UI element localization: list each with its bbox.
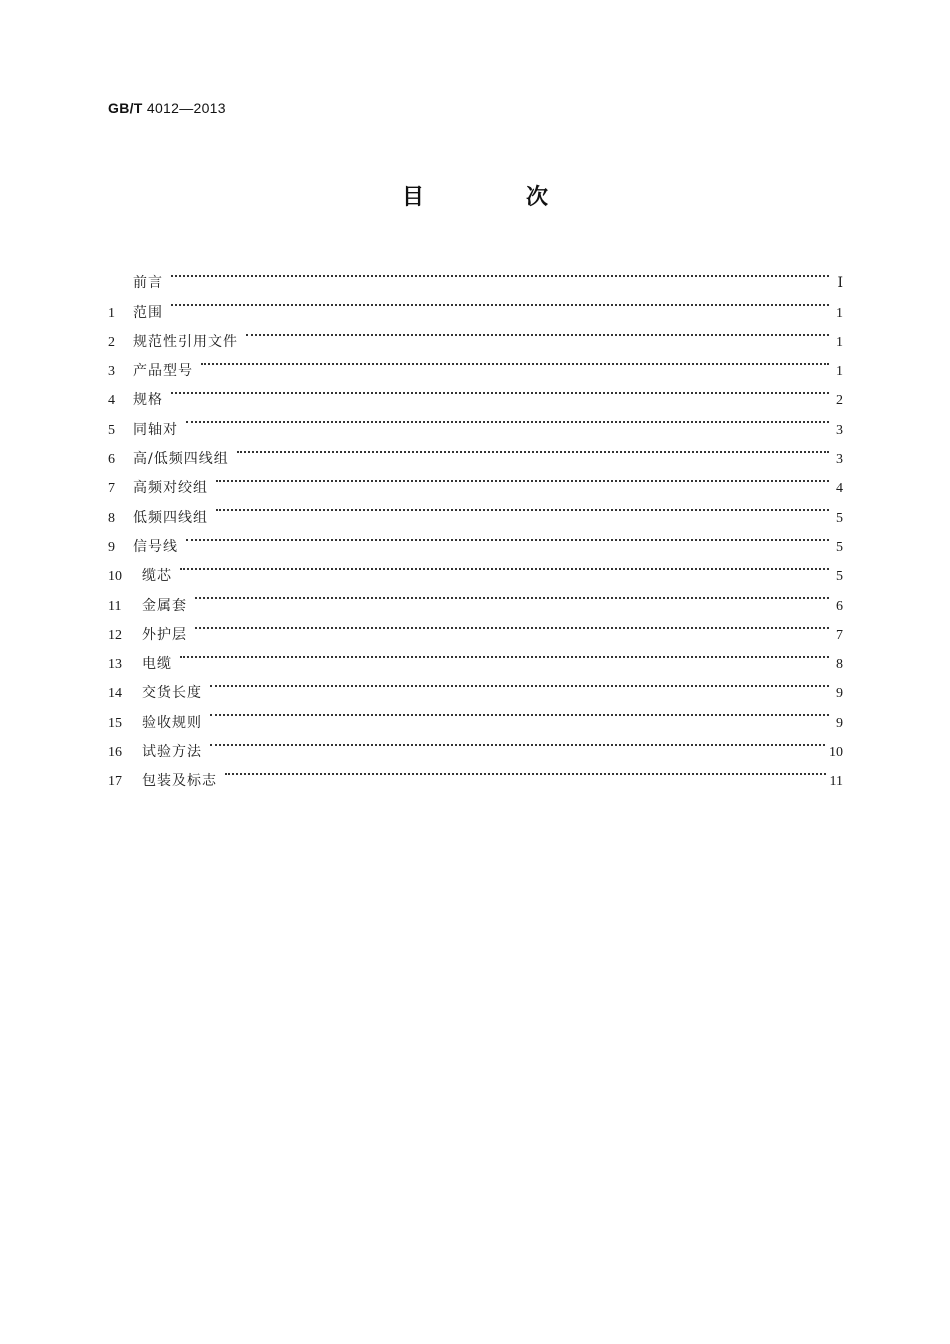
toc-entry[interactable]	[108, 346, 843, 380]
toc-leader-dots	[176, 551, 833, 580]
toc-entry-number: 15	[108, 715, 122, 731]
toc-entry-page: 3	[836, 452, 843, 468]
toc-entry-page: 11	[829, 774, 843, 790]
toc-entry-label: 规格	[133, 392, 163, 409]
toc-leader-dots	[167, 258, 833, 287]
toc-entry-page: 2	[836, 393, 843, 409]
toc-entry[interactable]	[108, 463, 843, 497]
toc-entry-label: 外护层	[142, 626, 187, 643]
toc-entry[interactable]	[108, 727, 843, 761]
toc-leader-dots	[176, 639, 833, 668]
toc-entry-number: 13	[108, 657, 122, 673]
page-title: 目 次	[401, 185, 588, 210]
toc-entry-label: 金属套	[142, 597, 187, 614]
toc-entry-number: 10	[108, 569, 122, 585]
toc-entry[interactable]	[108, 639, 843, 673]
toc-entry-page: 9	[836, 686, 843, 702]
toc-entry-page: 1	[836, 334, 843, 350]
toc-entry[interactable]	[108, 551, 843, 585]
toc-entry[interactable]	[108, 756, 843, 790]
toc-leader-dots	[206, 697, 833, 726]
toc-entry-number: 11	[108, 598, 122, 614]
toc-entry-page: 5	[836, 569, 843, 585]
toc-entry-number: 2	[108, 334, 115, 350]
toc-entry-number: 5	[108, 422, 115, 438]
toc-entry-number: 8	[108, 510, 115, 526]
toc-entry-page: 5	[836, 539, 843, 555]
toc-entry-label: 低频四线组	[133, 509, 208, 526]
toc-entry-label: 高/低频四线组	[133, 451, 229, 468]
toc-leader-dots	[206, 727, 829, 756]
toc-entry-label: 交货长度	[142, 685, 202, 702]
toc-entry[interactable]	[108, 580, 843, 614]
toc-entry-label: 验收规则	[142, 714, 202, 731]
toc-entry[interactable]	[108, 258, 843, 292]
toc-entry[interactable]	[108, 492, 843, 526]
toc-entry[interactable]	[108, 287, 843, 321]
toc-entry[interactable]	[108, 375, 843, 409]
toc-entry-page: 7	[836, 627, 843, 643]
toc-leader-dots	[233, 434, 833, 463]
table-of-contents	[108, 258, 843, 790]
toc-leader-dots	[182, 404, 833, 433]
toc-entry[interactable]	[108, 668, 843, 702]
toc-leader-dots	[221, 756, 830, 785]
toc-entry-label: 前言	[133, 275, 163, 292]
toc-leader-dots	[167, 375, 833, 404]
toc-leader-dots	[167, 287, 833, 316]
standard-number: 4012—2013	[146, 100, 226, 116]
toc-entry-page: 10	[829, 745, 843, 761]
toc-entry-label: 范围	[133, 304, 163, 321]
toc-entry-label: 规范性引用文件	[133, 333, 238, 350]
toc-leader-dots	[242, 317, 833, 346]
toc-leader-dots	[206, 668, 833, 697]
toc-entry-number: 1	[108, 305, 115, 321]
toc-entry-page: 4	[836, 481, 843, 497]
toc-entry[interactable]	[108, 697, 843, 731]
toc-leader-dots	[197, 346, 833, 375]
standard-code	[108, 100, 226, 116]
toc-entry-number: 14	[108, 686, 122, 702]
toc-entry[interactable]	[108, 522, 843, 555]
toc-entry-number: 12	[108, 627, 122, 643]
toc-entry-number: 3	[108, 364, 115, 380]
toc-entry-page: 8	[836, 657, 843, 673]
toc-entry[interactable]	[108, 610, 843, 643]
toc-entry-page: 9	[836, 715, 843, 731]
toc-entry-label: 缆芯	[142, 568, 172, 585]
standard-prefix: GB/T	[108, 100, 143, 116]
toc-leader-dots	[191, 610, 833, 639]
toc-entry[interactable]	[108, 317, 843, 350]
toc-entry-page: 1	[836, 305, 843, 321]
toc-entry-label: 信号线	[133, 538, 178, 555]
toc-entry-number: 6	[108, 452, 115, 468]
toc-entry[interactable]	[108, 404, 843, 438]
toc-entry-number: 16	[108, 745, 122, 761]
toc-entry-label: 高频对绞组	[133, 480, 208, 497]
toc-entry-label: 试验方法	[142, 744, 202, 761]
toc-entry[interactable]	[108, 434, 843, 468]
toc-entry-number: 17	[108, 774, 122, 790]
toc-entry-page: 6	[836, 598, 843, 614]
toc-leader-dots	[212, 463, 833, 492]
toc-entry-page: 5	[836, 510, 843, 526]
toc-entry-label: 产品型号	[133, 363, 193, 380]
toc-entry-page: 1	[836, 364, 843, 380]
toc-entry-number: 4	[108, 393, 115, 409]
toc-leader-dots	[212, 492, 833, 521]
toc-entry-number: 7	[108, 481, 115, 497]
toc-entry-label: 电缆	[142, 656, 172, 673]
toc-entry-page: Ⅰ	[837, 276, 843, 292]
toc-leader-dots	[182, 522, 833, 551]
toc-entry-page: 3	[836, 422, 843, 438]
toc-entry-number: 9	[108, 539, 115, 555]
toc-leader-dots	[191, 580, 833, 609]
toc-entry-label: 包装及标志	[142, 773, 217, 790]
toc-entry-label: 同轴对	[133, 421, 178, 438]
